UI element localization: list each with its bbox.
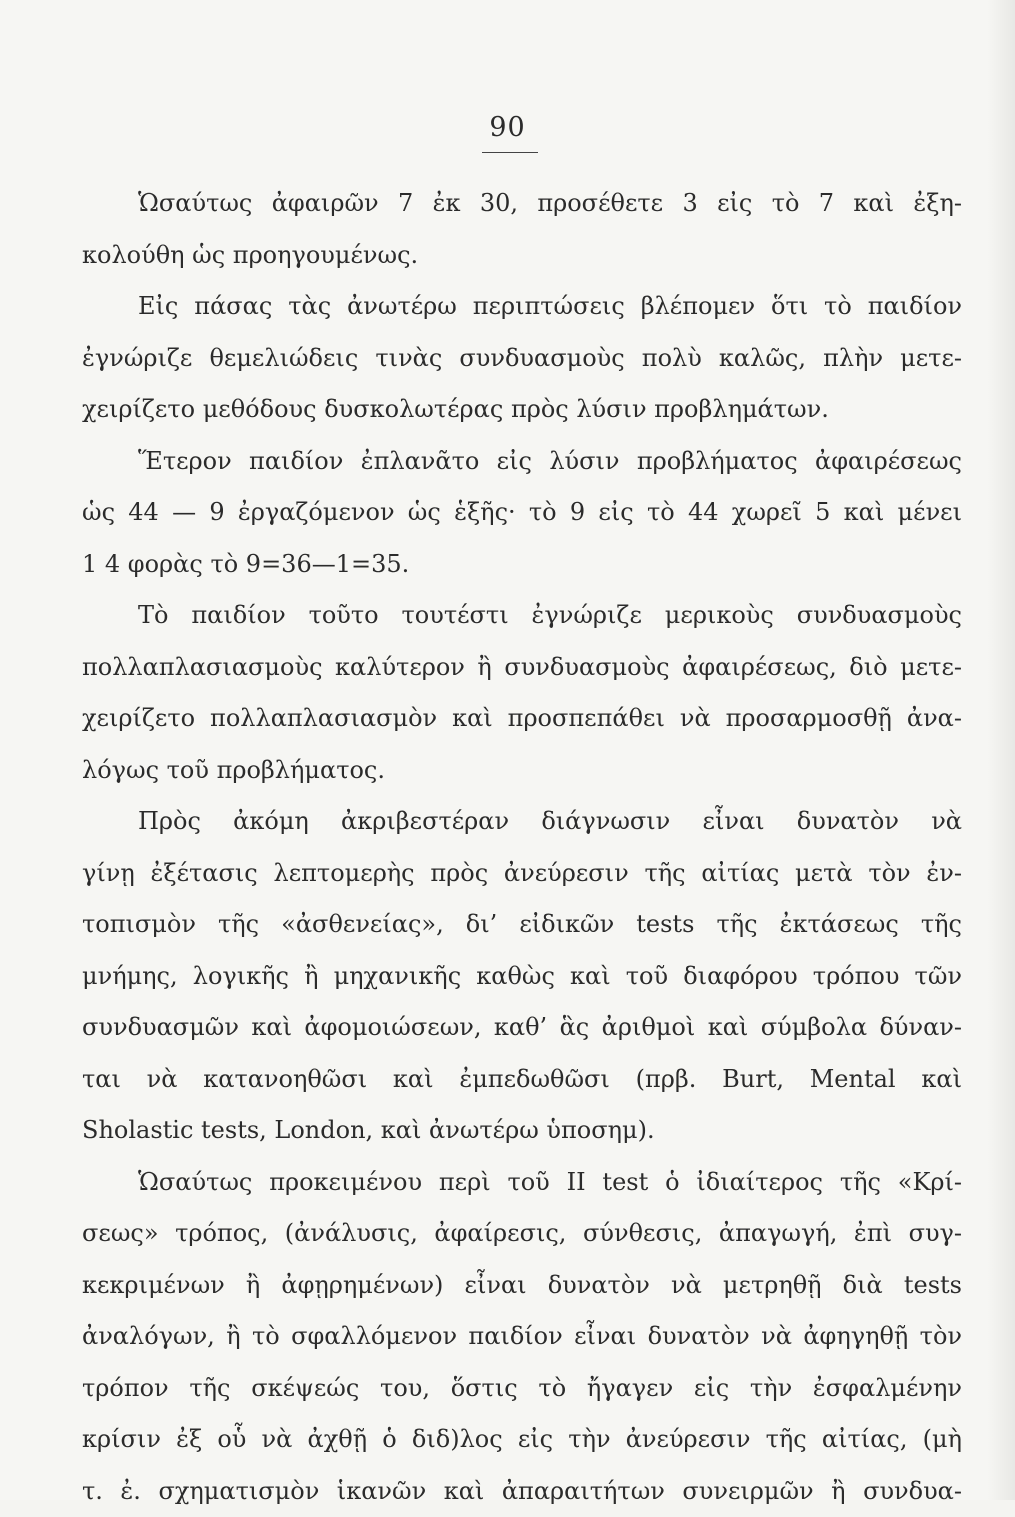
text-line: λόγως τοῦ προβλήματος. bbox=[82, 745, 962, 797]
text-line: γίνῃ ἐξέτασις λεπτομερὴς πρὸς ἀνεύρεσιν τῆς αἰτίας μετὰ τὸν ἐν- bbox=[82, 848, 962, 900]
text-line: ἀναλόγων, ἢ τὸ σφαλλόμενον παιδίον εἶναι δυνατὸν νὰ ἀφηγηθῇ τὸν bbox=[82, 1311, 962, 1363]
text-line: κολούθη ὡς προηγουμένως. bbox=[82, 230, 962, 282]
text-line: ται νὰ κατανοηθῶσι καὶ ἐμπεδωθῶσι (πρβ. Burt, Mental καὶ bbox=[82, 1054, 962, 1106]
text-line: Ὡσαύτως ἀφαιρῶν 7 ἐκ 30, προσέθετε 3 εἰς τὸ 7 καὶ ἐξη- bbox=[82, 178, 962, 230]
text-line: τοπισμὸν τῆς «ἀσθενείας», δι’ εἰδικῶν tests τῆς ἐκτάσεως τῆς bbox=[82, 899, 962, 951]
text-line: Τὸ παιδίον τοῦτο τουτέστι ἐγνώριζε μερικοὺς συνδυασμοὺς bbox=[82, 590, 962, 642]
text-line: Ἕτερον παιδίον ἐπλανᾶτο εἰς λύσιν προβλήματος ἀφαιρέσεως bbox=[82, 436, 962, 488]
text-line: Πρὸς ἀκόμη ἀκριβεστέραν διάγνωσιν εἶναι δυνατὸν νὰ bbox=[82, 796, 962, 848]
text-line: ἐγνώριζε θεμελιώδεις τινὰς συνδυασμοὺς πολὺ καλῶς, πλὴν μετε- bbox=[82, 333, 962, 385]
text-line: τ. ἐ. σχηματισμὸν ἱκανῶν καὶ ἀπαραιτήτων συνειρμῶν ἢ συνδυα- bbox=[82, 1466, 962, 1517]
page-edge-shadow bbox=[987, 0, 1015, 1500]
text-line: πολλαπλασιασμοὺς καλύτερον ἢ συνδυασμοὺς ἀφαιρέσεως, διὸ μετε- bbox=[82, 642, 962, 694]
text-line: μνήμης, λογικῆς ἢ μηχανικῆς καθὼς καὶ τοῦ διαφόρου τρόπου τῶν bbox=[82, 951, 962, 1003]
page-number-rule bbox=[482, 152, 538, 153]
text-line: χειρίζετο πολλαπλασιασμὸν καὶ προσπεπάθει νὰ προσαρμοσθῇ ἀνα- bbox=[82, 693, 962, 745]
text-line: τρόπον τῆς σκέψεώς του, ὅστις τὸ ἤγαγεν εἰς τὴν ἐσφαλμένην bbox=[82, 1363, 962, 1415]
text-line: συνδυασμῶν καὶ ἀφομοιώσεων, καθ’ ἃς ἀριθμοὶ καὶ σύμβολα δύναν- bbox=[82, 1002, 962, 1054]
page-number: 90 bbox=[0, 112, 1015, 143]
text-line: κεκριμένων ἢ ἀφῃρημένων) εἶναι δυνατὸν νὰ μετρηθῇ διὰ tests bbox=[82, 1260, 962, 1312]
text-line: 1 4 φορὰς τὸ 9=36—1=35. bbox=[82, 539, 962, 591]
text-line: Εἰς πάσας τὰς ἀνωτέρω περιπτώσεις βλέπομεν ὅτι τὸ παιδίον bbox=[82, 281, 962, 333]
body-text bbox=[82, 178, 962, 1517]
text-line: σεως» τρόπος, (ἀνάλυσις, ἀφαίρεσις, σύνθεσις, ἀπαγωγή, ἐπὶ συγ- bbox=[82, 1208, 962, 1260]
text-line: χειρίζετο μεθόδους δυσκολωτέρας πρὸς λύσιν προβλημάτων. bbox=[82, 384, 962, 436]
text-line: Sholastic tests, London, καὶ ἀνωτέρω ὑποσημ). bbox=[82, 1105, 962, 1157]
text-line: ὡς 44 — 9 ἐργαζόμενον ὡς ἑξῆς· τὸ 9 εἰς τὸ 44 χωρεῖ 5 καὶ μένει bbox=[82, 487, 962, 539]
text-line: κρίσιν ἐξ οὗ νὰ ἀχθῇ ὁ διδ)λος εἰς τὴν ἀνεύρεσιν τῆς αἰτίας, (μὴ bbox=[82, 1414, 962, 1466]
text-line: Ὡσαύτως προκειμένου περὶ τοῦ II test ὁ ἰδιαίτερος τῆς «Κρί- bbox=[82, 1157, 962, 1209]
